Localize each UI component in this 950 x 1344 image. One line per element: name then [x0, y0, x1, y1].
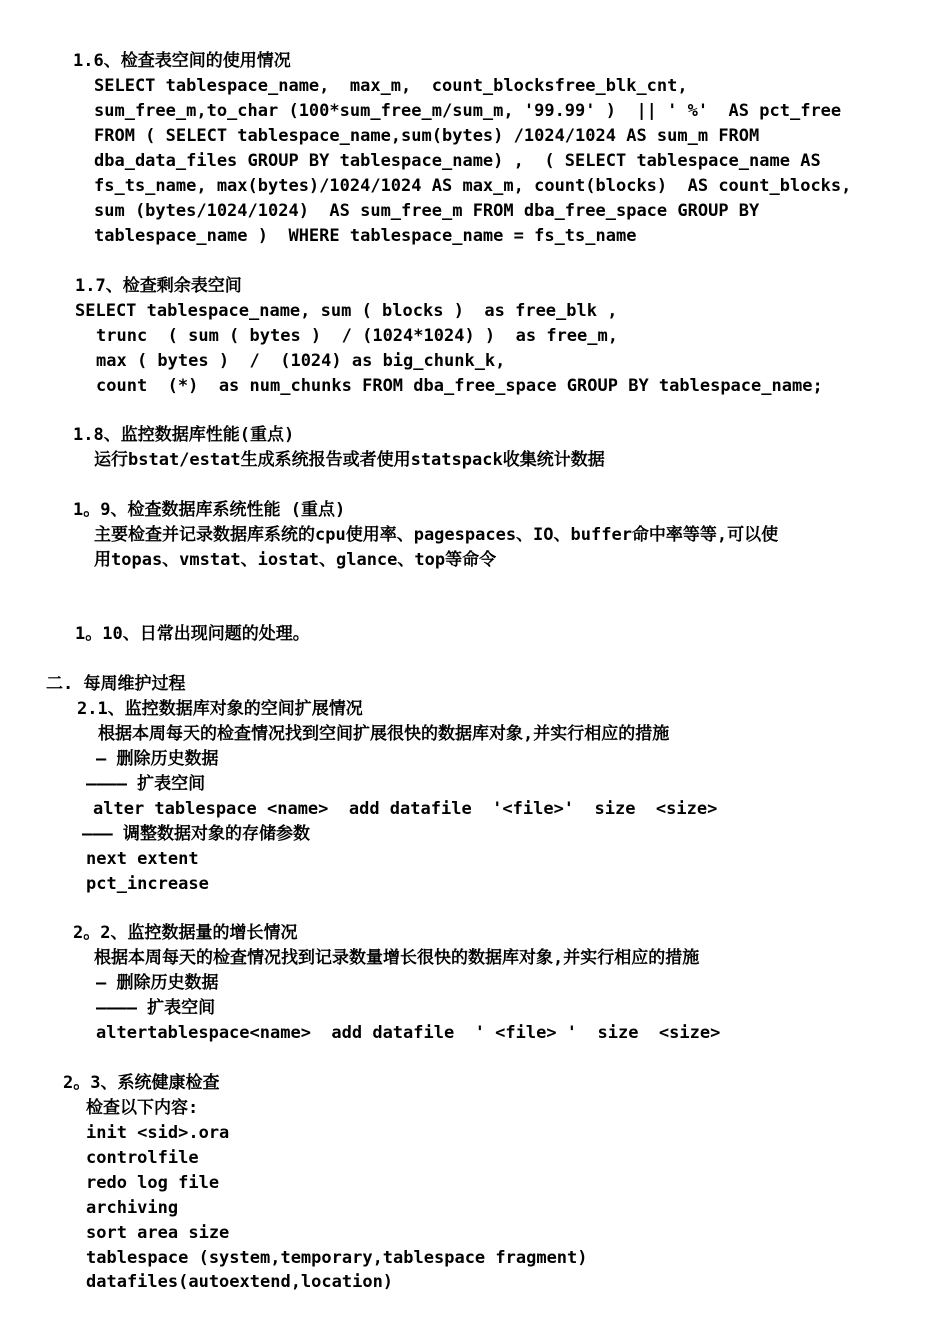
- code-line: sort area size: [86, 1223, 230, 1243]
- section-1-6-heading: 1.6、检查表空间的使用情况: [73, 51, 291, 71]
- text-line: — 删除历史数据: [96, 749, 219, 769]
- text-line: 根据本周每天的检查情况找到空间扩展很快的数据库对象,并实行相应的措施: [98, 724, 670, 744]
- code-line: dba_data_files GROUP BY tablespace_name) , ( SELECT tablespace_name AS: [94, 151, 821, 171]
- part-2-heading: 二. 每周维护过程: [46, 674, 186, 694]
- text-line: 运行bstat/estat生成系统报告或者使用statspack收集统计数据: [94, 450, 605, 470]
- code-line: archiving: [86, 1198, 179, 1218]
- code-line: sum_free_m,to_char (100*sum_free_m/sum_m, '99.99' ) || ' %' AS pct_free: [94, 101, 842, 121]
- code-line: controlfile: [86, 1148, 199, 1168]
- text-line: 根据本周每天的检查情况找到记录数量增长很快的数据库对象,并实行相应的措施: [94, 948, 700, 968]
- text-line: — 删除历史数据: [96, 973, 219, 993]
- section-1-10-heading: 1。10、日常出现问题的处理。: [75, 624, 310, 644]
- section-1-8-heading: 1.8、监控数据库性能(重点): [73, 425, 295, 445]
- code-line: fs_ts_name, max(bytes)/1024/1024 AS max_m, count(blocks) AS count_blocks,: [94, 176, 852, 196]
- section-1-9-heading: 1。9、检查数据库系统性能 (重点): [73, 500, 346, 520]
- code-line: max ( bytes ) / (1024) as big_chunk_k,: [96, 351, 506, 371]
- text-line: ——— 调整数据对象的存储参数: [82, 824, 310, 844]
- code-line: SELECT tablespace_name, max_m, count_blocksfree_blk_cnt,: [94, 76, 688, 96]
- text-line: ———— 扩表空间: [86, 774, 206, 794]
- text-line: ———— 扩表空间: [96, 998, 216, 1018]
- code-line: alter tablespace <name> add datafile '<file>' size <size>: [93, 799, 718, 819]
- code-line: pct_increase: [86, 874, 209, 894]
- code-line: SELECT tablespace_name, sum ( blocks ) as free_blk ,: [75, 301, 618, 321]
- text-line: 检查以下内容:: [86, 1098, 199, 1118]
- section-1-7-heading: 1.7、检查剩余表空间: [75, 276, 242, 296]
- code-line: tablespace (system,temporary,tablespace fragment): [86, 1248, 588, 1268]
- code-line: sum (bytes/1024/1024) AS sum_free_m FROM dba_free_space GROUP BY: [94, 201, 760, 221]
- text-line: 主要检查并记录数据库系统的cpu使用率、pagespaces、IO、buffer命中率等等,可以使: [94, 525, 779, 545]
- code-line: trunc ( sum ( bytes ) / (1024*1024) ) as free_m,: [96, 326, 618, 346]
- code-line: FROM ( SELECT tablespace_name,sum(bytes) /1024/1024 AS sum_m FROM: [94, 126, 760, 146]
- section-2-2-heading: 2。2、监控数据量的增长情况: [73, 923, 298, 943]
- section-2-1-heading: 2.1、监控数据库对象的空间扩展情况: [77, 699, 363, 719]
- code-line: count (*) as num_chunks FROM dba_free_space GROUP BY tablespace_name;: [96, 376, 823, 396]
- text-line: 用topas、vmstat、iostat、glance、top等命令: [94, 550, 497, 570]
- code-line: redo log file: [86, 1173, 220, 1193]
- code-line: datafiles(autoextend,location): [86, 1272, 394, 1292]
- section-2-3-heading: 2。3、系统健康检查: [63, 1073, 220, 1093]
- code-line: init <sid>.ora: [86, 1123, 230, 1143]
- code-line: tablespace_name ) WHERE tablespace_name = fs_ts_name: [94, 226, 637, 246]
- code-line: altertablespace<name> add datafile ' <file> ' size <size>: [96, 1023, 721, 1043]
- code-line: next extent: [86, 849, 199, 869]
